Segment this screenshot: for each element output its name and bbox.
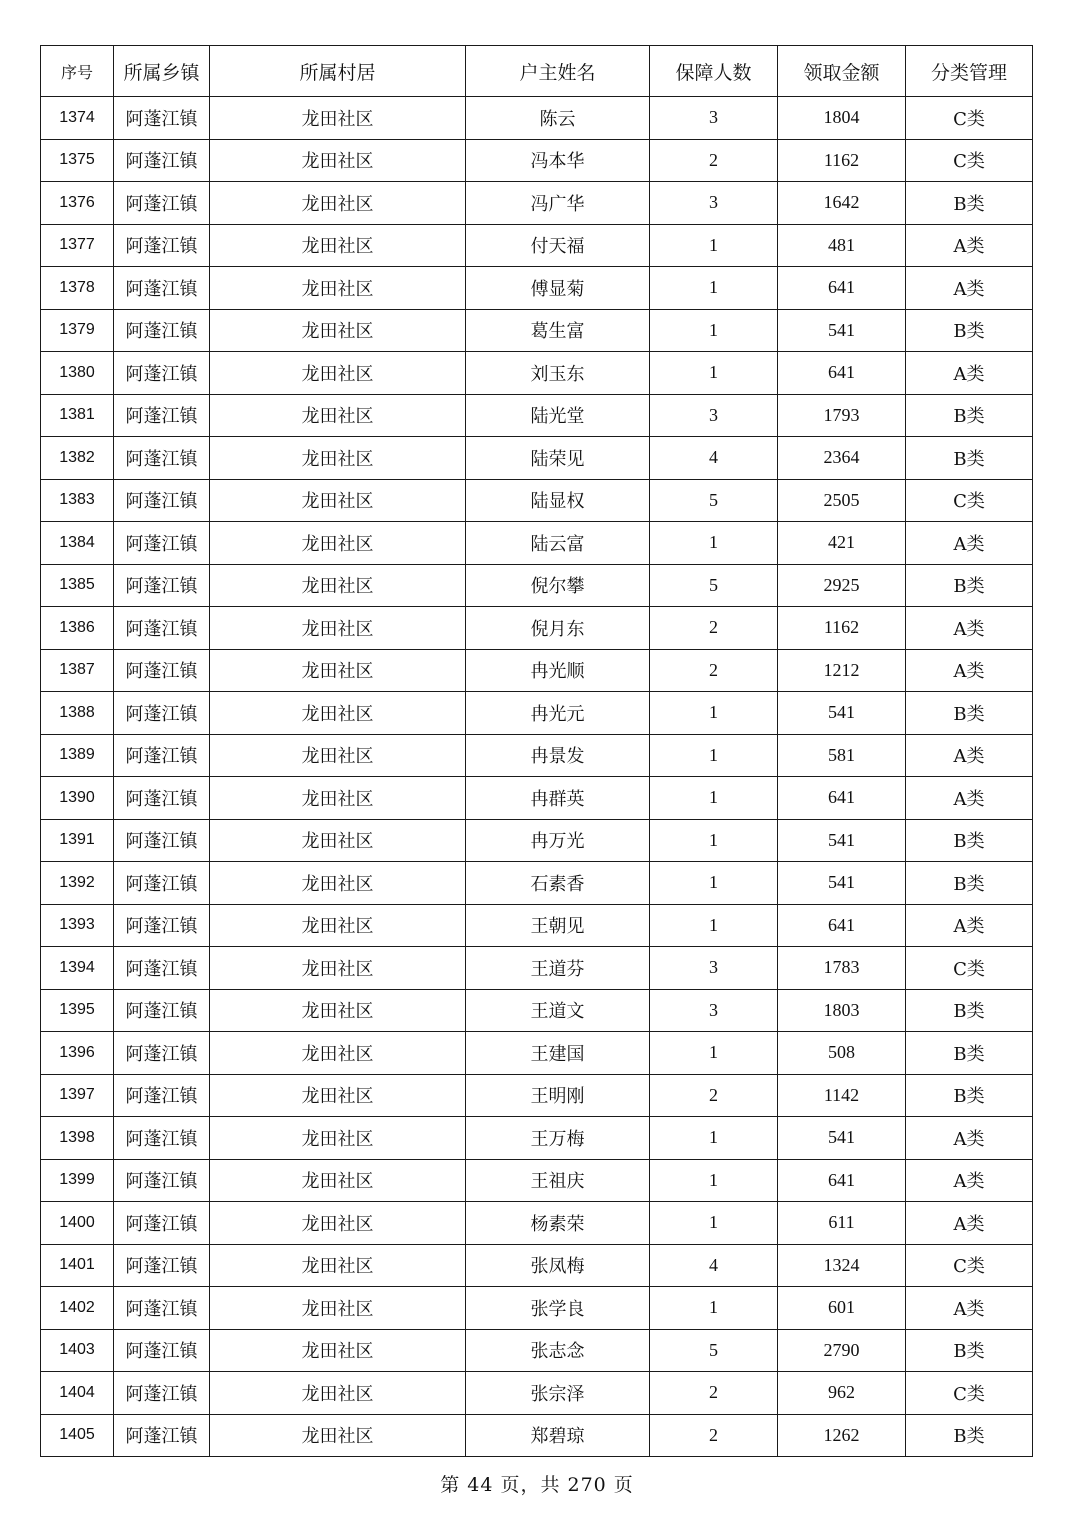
cell-householder-name: 冉群英 <box>466 777 650 820</box>
cell-serial-number: 1386 <box>41 607 114 650</box>
cell-category: A类 <box>906 1159 1033 1202</box>
cell-serial-number: 1384 <box>41 522 114 565</box>
cell-village: 龙田社区 <box>210 734 466 777</box>
beneficiary-table <box>40 45 1033 1457</box>
cell-amount: 641 <box>778 352 906 395</box>
cell-householder-name: 王祖庆 <box>466 1159 650 1202</box>
cell-village: 龙田社区 <box>210 1117 466 1160</box>
cell-township: 阿蓬江镇 <box>114 97 210 140</box>
cell-serial-number: 1388 <box>41 692 114 735</box>
cell-covered-persons: 1 <box>650 1032 778 1075</box>
cell-township: 阿蓬江镇 <box>114 139 210 182</box>
cell-householder-name: 王明刚 <box>466 1074 650 1117</box>
cell-township: 阿蓬江镇 <box>114 309 210 352</box>
header-township: 所属乡镇 <box>114 46 210 97</box>
cell-village: 龙田社区 <box>210 904 466 947</box>
cell-category: C类 <box>906 139 1033 182</box>
cell-householder-name: 付天福 <box>466 224 650 267</box>
cell-category: B类 <box>906 692 1033 735</box>
cell-category: A类 <box>906 904 1033 947</box>
cell-village: 龙田社区 <box>210 1287 466 1330</box>
cell-village: 龙田社区 <box>210 182 466 225</box>
cell-covered-persons: 1 <box>650 1159 778 1202</box>
cell-householder-name: 郑碧琼 <box>466 1414 650 1457</box>
cell-covered-persons: 1 <box>650 777 778 820</box>
header-village: 所属村居 <box>210 46 466 97</box>
cell-householder-name: 张凤梅 <box>466 1244 650 1287</box>
cell-township: 阿蓬江镇 <box>114 989 210 1032</box>
cell-covered-persons: 1 <box>650 309 778 352</box>
cell-township: 阿蓬江镇 <box>114 1032 210 1075</box>
table-row <box>41 394 1033 437</box>
cell-village: 龙田社区 <box>210 437 466 480</box>
cell-householder-name: 陆云富 <box>466 522 650 565</box>
cell-covered-persons: 4 <box>650 437 778 480</box>
cell-village: 龙田社区 <box>210 97 466 140</box>
cell-township: 阿蓬江镇 <box>114 1372 210 1415</box>
cell-amount: 962 <box>778 1372 906 1415</box>
cell-covered-persons: 1 <box>650 692 778 735</box>
cell-householder-name: 陆光堂 <box>466 394 650 437</box>
table-row <box>41 607 1033 650</box>
cell-covered-persons: 4 <box>650 1244 778 1287</box>
cell-serial-number: 1377 <box>41 224 114 267</box>
cell-serial-number: 1389 <box>41 734 114 777</box>
cell-householder-name: 葛生富 <box>466 309 650 352</box>
cell-township: 阿蓬江镇 <box>114 224 210 267</box>
header-covered-persons: 保障人数 <box>650 46 778 97</box>
cell-township: 阿蓬江镇 <box>114 1244 210 1287</box>
cell-covered-persons: 2 <box>650 1074 778 1117</box>
cell-amount: 1142 <box>778 1074 906 1117</box>
cell-category: B类 <box>906 437 1033 480</box>
cell-category: B类 <box>906 989 1033 1032</box>
cell-serial-number: 1405 <box>41 1414 114 1457</box>
table-row <box>41 139 1033 182</box>
table-row <box>41 1074 1033 1117</box>
cell-householder-name: 倪尔攀 <box>466 564 650 607</box>
cell-category: B类 <box>906 862 1033 905</box>
cell-householder-name: 倪月东 <box>466 607 650 650</box>
cell-village: 龙田社区 <box>210 1159 466 1202</box>
cell-village: 龙田社区 <box>210 862 466 905</box>
cell-serial-number: 1387 <box>41 649 114 692</box>
cell-serial-number: 1379 <box>41 309 114 352</box>
page-number: 第 44 页，共 270 页 <box>440 1474 634 1496</box>
cell-covered-persons: 1 <box>650 1287 778 1330</box>
cell-covered-persons: 2 <box>650 139 778 182</box>
cell-township: 阿蓬江镇 <box>114 777 210 820</box>
cell-category: A类 <box>906 267 1033 310</box>
cell-serial-number: 1399 <box>41 1159 114 1202</box>
cell-village: 龙田社区 <box>210 394 466 437</box>
header-serial-number: 序号 <box>41 46 114 97</box>
cell-amount: 641 <box>778 904 906 947</box>
cell-amount: 1803 <box>778 989 906 1032</box>
cell-serial-number: 1385 <box>41 564 114 607</box>
cell-village: 龙田社区 <box>210 1074 466 1117</box>
cell-covered-persons: 1 <box>650 1117 778 1160</box>
cell-township: 阿蓬江镇 <box>114 1117 210 1160</box>
table-row <box>41 479 1033 522</box>
table-row <box>41 777 1033 820</box>
cell-township: 阿蓬江镇 <box>114 182 210 225</box>
cell-householder-name: 王道文 <box>466 989 650 1032</box>
cell-covered-persons: 1 <box>650 224 778 267</box>
header-amount: 领取金额 <box>778 46 906 97</box>
table-row <box>41 1032 1033 1075</box>
cell-covered-persons: 3 <box>650 97 778 140</box>
cell-covered-persons: 3 <box>650 989 778 1032</box>
cell-category: B类 <box>906 1414 1033 1457</box>
cell-covered-persons: 1 <box>650 267 778 310</box>
cell-householder-name: 陆荣见 <box>466 437 650 480</box>
cell-village: 龙田社区 <box>210 564 466 607</box>
cell-covered-persons: 2 <box>650 649 778 692</box>
cell-category: A类 <box>906 607 1033 650</box>
cell-amount: 1642 <box>778 182 906 225</box>
table-row <box>41 1414 1033 1457</box>
cell-serial-number: 1397 <box>41 1074 114 1117</box>
cell-township: 阿蓬江镇 <box>114 352 210 395</box>
cell-amount: 581 <box>778 734 906 777</box>
cell-covered-persons: 2 <box>650 1414 778 1457</box>
cell-amount: 541 <box>778 692 906 735</box>
table-body <box>41 97 1033 1457</box>
cell-serial-number: 1403 <box>41 1329 114 1372</box>
cell-amount: 541 <box>778 1117 906 1160</box>
cell-category: A类 <box>906 1287 1033 1330</box>
table-row <box>41 819 1033 862</box>
cell-category: C类 <box>906 479 1033 522</box>
cell-householder-name: 陈云 <box>466 97 650 140</box>
cell-householder-name: 冉景发 <box>466 734 650 777</box>
cell-village: 龙田社区 <box>210 649 466 692</box>
cell-householder-name: 张学良 <box>466 1287 650 1330</box>
cell-serial-number: 1391 <box>41 819 114 862</box>
cell-serial-number: 1395 <box>41 989 114 1032</box>
cell-category: B类 <box>906 394 1033 437</box>
cell-covered-persons: 1 <box>650 904 778 947</box>
cell-householder-name: 陆显权 <box>466 479 650 522</box>
cell-amount: 1262 <box>778 1414 906 1457</box>
cell-village: 龙田社区 <box>210 607 466 650</box>
table-row <box>41 1244 1033 1287</box>
cell-amount: 641 <box>778 1159 906 1202</box>
cell-amount: 1793 <box>778 394 906 437</box>
cell-township: 阿蓬江镇 <box>114 734 210 777</box>
cell-township: 阿蓬江镇 <box>114 1329 210 1372</box>
cell-covered-persons: 2 <box>650 1372 778 1415</box>
cell-amount: 508 <box>778 1032 906 1075</box>
cell-amount: 1804 <box>778 97 906 140</box>
cell-serial-number: 1400 <box>41 1202 114 1245</box>
table-row <box>41 1329 1033 1372</box>
cell-category: A类 <box>906 522 1033 565</box>
table-row <box>41 947 1033 990</box>
cell-householder-name: 冯广华 <box>466 182 650 225</box>
cell-category: C类 <box>906 947 1033 990</box>
cell-village: 龙田社区 <box>210 819 466 862</box>
cell-covered-persons: 3 <box>650 394 778 437</box>
table-row <box>41 437 1033 480</box>
table-row <box>41 564 1033 607</box>
cell-serial-number: 1390 <box>41 777 114 820</box>
cell-township: 阿蓬江镇 <box>114 394 210 437</box>
cell-amount: 641 <box>778 267 906 310</box>
cell-amount: 421 <box>778 522 906 565</box>
cell-township: 阿蓬江镇 <box>114 1159 210 1202</box>
cell-serial-number: 1394 <box>41 947 114 990</box>
table-row <box>41 267 1033 310</box>
cell-householder-name: 张宗泽 <box>466 1372 650 1415</box>
cell-township: 阿蓬江镇 <box>114 1202 210 1245</box>
table-header-row <box>41 46 1033 97</box>
cell-covered-persons: 5 <box>650 564 778 607</box>
cell-township: 阿蓬江镇 <box>114 267 210 310</box>
cell-householder-name: 王朝见 <box>466 904 650 947</box>
cell-category: B类 <box>906 564 1033 607</box>
cell-covered-persons: 1 <box>650 352 778 395</box>
cell-category: B类 <box>906 182 1033 225</box>
cell-township: 阿蓬江镇 <box>114 1287 210 1330</box>
table-row <box>41 522 1033 565</box>
cell-category: A类 <box>906 1202 1033 1245</box>
cell-category: C类 <box>906 1244 1033 1287</box>
cell-amount: 641 <box>778 777 906 820</box>
cell-amount: 481 <box>778 224 906 267</box>
cell-category: A类 <box>906 224 1033 267</box>
cell-township: 阿蓬江镇 <box>114 947 210 990</box>
cell-covered-persons: 5 <box>650 479 778 522</box>
cell-category: B类 <box>906 1074 1033 1117</box>
cell-category: A类 <box>906 734 1033 777</box>
table-row <box>41 309 1033 352</box>
cell-serial-number: 1398 <box>41 1117 114 1160</box>
cell-village: 龙田社区 <box>210 989 466 1032</box>
cell-serial-number: 1376 <box>41 182 114 225</box>
cell-village: 龙田社区 <box>210 522 466 565</box>
cell-covered-persons: 3 <box>650 947 778 990</box>
cell-serial-number: 1382 <box>41 437 114 480</box>
table-row <box>41 224 1033 267</box>
cell-householder-name: 冉万光 <box>466 819 650 862</box>
cell-serial-number: 1396 <box>41 1032 114 1075</box>
cell-householder-name: 冯本华 <box>466 139 650 182</box>
table-row <box>41 862 1033 905</box>
cell-township: 阿蓬江镇 <box>114 649 210 692</box>
cell-covered-persons: 1 <box>650 819 778 862</box>
cell-householder-name: 张志念 <box>466 1329 650 1372</box>
cell-township: 阿蓬江镇 <box>114 819 210 862</box>
cell-village: 龙田社区 <box>210 352 466 395</box>
cell-category: B类 <box>906 1032 1033 1075</box>
cell-village: 龙田社区 <box>210 224 466 267</box>
cell-householder-name: 冉光元 <box>466 692 650 735</box>
cell-township: 阿蓬江镇 <box>114 607 210 650</box>
cell-village: 龙田社区 <box>210 139 466 182</box>
cell-category: C类 <box>906 97 1033 140</box>
cell-householder-name: 傅显菊 <box>466 267 650 310</box>
cell-village: 龙田社区 <box>210 479 466 522</box>
cell-serial-number: 1375 <box>41 139 114 182</box>
cell-category: C类 <box>906 1372 1033 1415</box>
cell-serial-number: 1404 <box>41 1372 114 1415</box>
table-row <box>41 1202 1033 1245</box>
cell-householder-name: 石素香 <box>466 862 650 905</box>
cell-covered-persons: 3 <box>650 182 778 225</box>
cell-village: 龙田社区 <box>210 1202 466 1245</box>
cell-township: 阿蓬江镇 <box>114 564 210 607</box>
cell-village: 龙田社区 <box>210 1329 466 1372</box>
header-householder-name: 户主姓名 <box>466 46 650 97</box>
cell-amount: 1162 <box>778 139 906 182</box>
cell-village: 龙田社区 <box>210 1372 466 1415</box>
table-row <box>41 1287 1033 1330</box>
cell-serial-number: 1383 <box>41 479 114 522</box>
cell-serial-number: 1392 <box>41 862 114 905</box>
cell-township: 阿蓬江镇 <box>114 1074 210 1117</box>
table-row <box>41 1117 1033 1160</box>
cell-village: 龙田社区 <box>210 947 466 990</box>
cell-amount: 2790 <box>778 1329 906 1372</box>
cell-householder-name: 王万梅 <box>466 1117 650 1160</box>
cell-covered-persons: 1 <box>650 734 778 777</box>
cell-village: 龙田社区 <box>210 777 466 820</box>
table-row <box>41 904 1033 947</box>
cell-covered-persons: 5 <box>650 1329 778 1372</box>
cell-serial-number: 1393 <box>41 904 114 947</box>
table-row <box>41 1372 1033 1415</box>
cell-village: 龙田社区 <box>210 1414 466 1457</box>
cell-township: 阿蓬江镇 <box>114 437 210 480</box>
cell-township: 阿蓬江镇 <box>114 862 210 905</box>
cell-serial-number: 1402 <box>41 1287 114 1330</box>
cell-village: 龙田社区 <box>210 267 466 310</box>
cell-amount: 1162 <box>778 607 906 650</box>
cell-category: B类 <box>906 309 1033 352</box>
table-row <box>41 1159 1033 1202</box>
cell-amount: 541 <box>778 862 906 905</box>
cell-covered-persons: 1 <box>650 1202 778 1245</box>
cell-serial-number: 1380 <box>41 352 114 395</box>
cell-amount: 601 <box>778 1287 906 1330</box>
cell-covered-persons: 1 <box>650 522 778 565</box>
cell-village: 龙田社区 <box>210 1244 466 1287</box>
cell-village: 龙田社区 <box>210 1032 466 1075</box>
cell-householder-name: 杨素荣 <box>466 1202 650 1245</box>
cell-householder-name: 冉光顺 <box>466 649 650 692</box>
cell-township: 阿蓬江镇 <box>114 479 210 522</box>
cell-householder-name: 刘玉东 <box>466 352 650 395</box>
cell-householder-name: 王建国 <box>466 1032 650 1075</box>
cell-serial-number: 1381 <box>41 394 114 437</box>
cell-amount: 1212 <box>778 649 906 692</box>
cell-amount: 1324 <box>778 1244 906 1287</box>
table-row <box>41 182 1033 225</box>
cell-amount: 2925 <box>778 564 906 607</box>
cell-serial-number: 1378 <box>41 267 114 310</box>
cell-amount: 2505 <box>778 479 906 522</box>
cell-category: A类 <box>906 1117 1033 1160</box>
cell-township: 阿蓬江镇 <box>114 522 210 565</box>
cell-category: B类 <box>906 819 1033 862</box>
cell-amount: 611 <box>778 1202 906 1245</box>
cell-village: 龙田社区 <box>210 309 466 352</box>
table-row <box>41 352 1033 395</box>
table-row <box>41 649 1033 692</box>
cell-amount: 541 <box>778 819 906 862</box>
cell-category: A类 <box>906 777 1033 820</box>
header-category: 分类管理 <box>906 46 1033 97</box>
cell-amount: 541 <box>778 309 906 352</box>
cell-householder-name: 王道芬 <box>466 947 650 990</box>
cell-village: 龙田社区 <box>210 692 466 735</box>
table-row <box>41 692 1033 735</box>
cell-covered-persons: 1 <box>650 862 778 905</box>
cell-amount: 2364 <box>778 437 906 480</box>
cell-category: A类 <box>906 649 1033 692</box>
table-row <box>41 734 1033 777</box>
cell-township: 阿蓬江镇 <box>114 1414 210 1457</box>
cell-category: B类 <box>906 1329 1033 1372</box>
cell-amount: 1783 <box>778 947 906 990</box>
table-row <box>41 989 1033 1032</box>
cell-township: 阿蓬江镇 <box>114 692 210 735</box>
cell-category: A类 <box>906 352 1033 395</box>
table-row <box>41 97 1033 140</box>
cell-township: 阿蓬江镇 <box>114 904 210 947</box>
cell-covered-persons: 2 <box>650 607 778 650</box>
cell-serial-number: 1374 <box>41 97 114 140</box>
cell-serial-number: 1401 <box>41 1244 114 1287</box>
